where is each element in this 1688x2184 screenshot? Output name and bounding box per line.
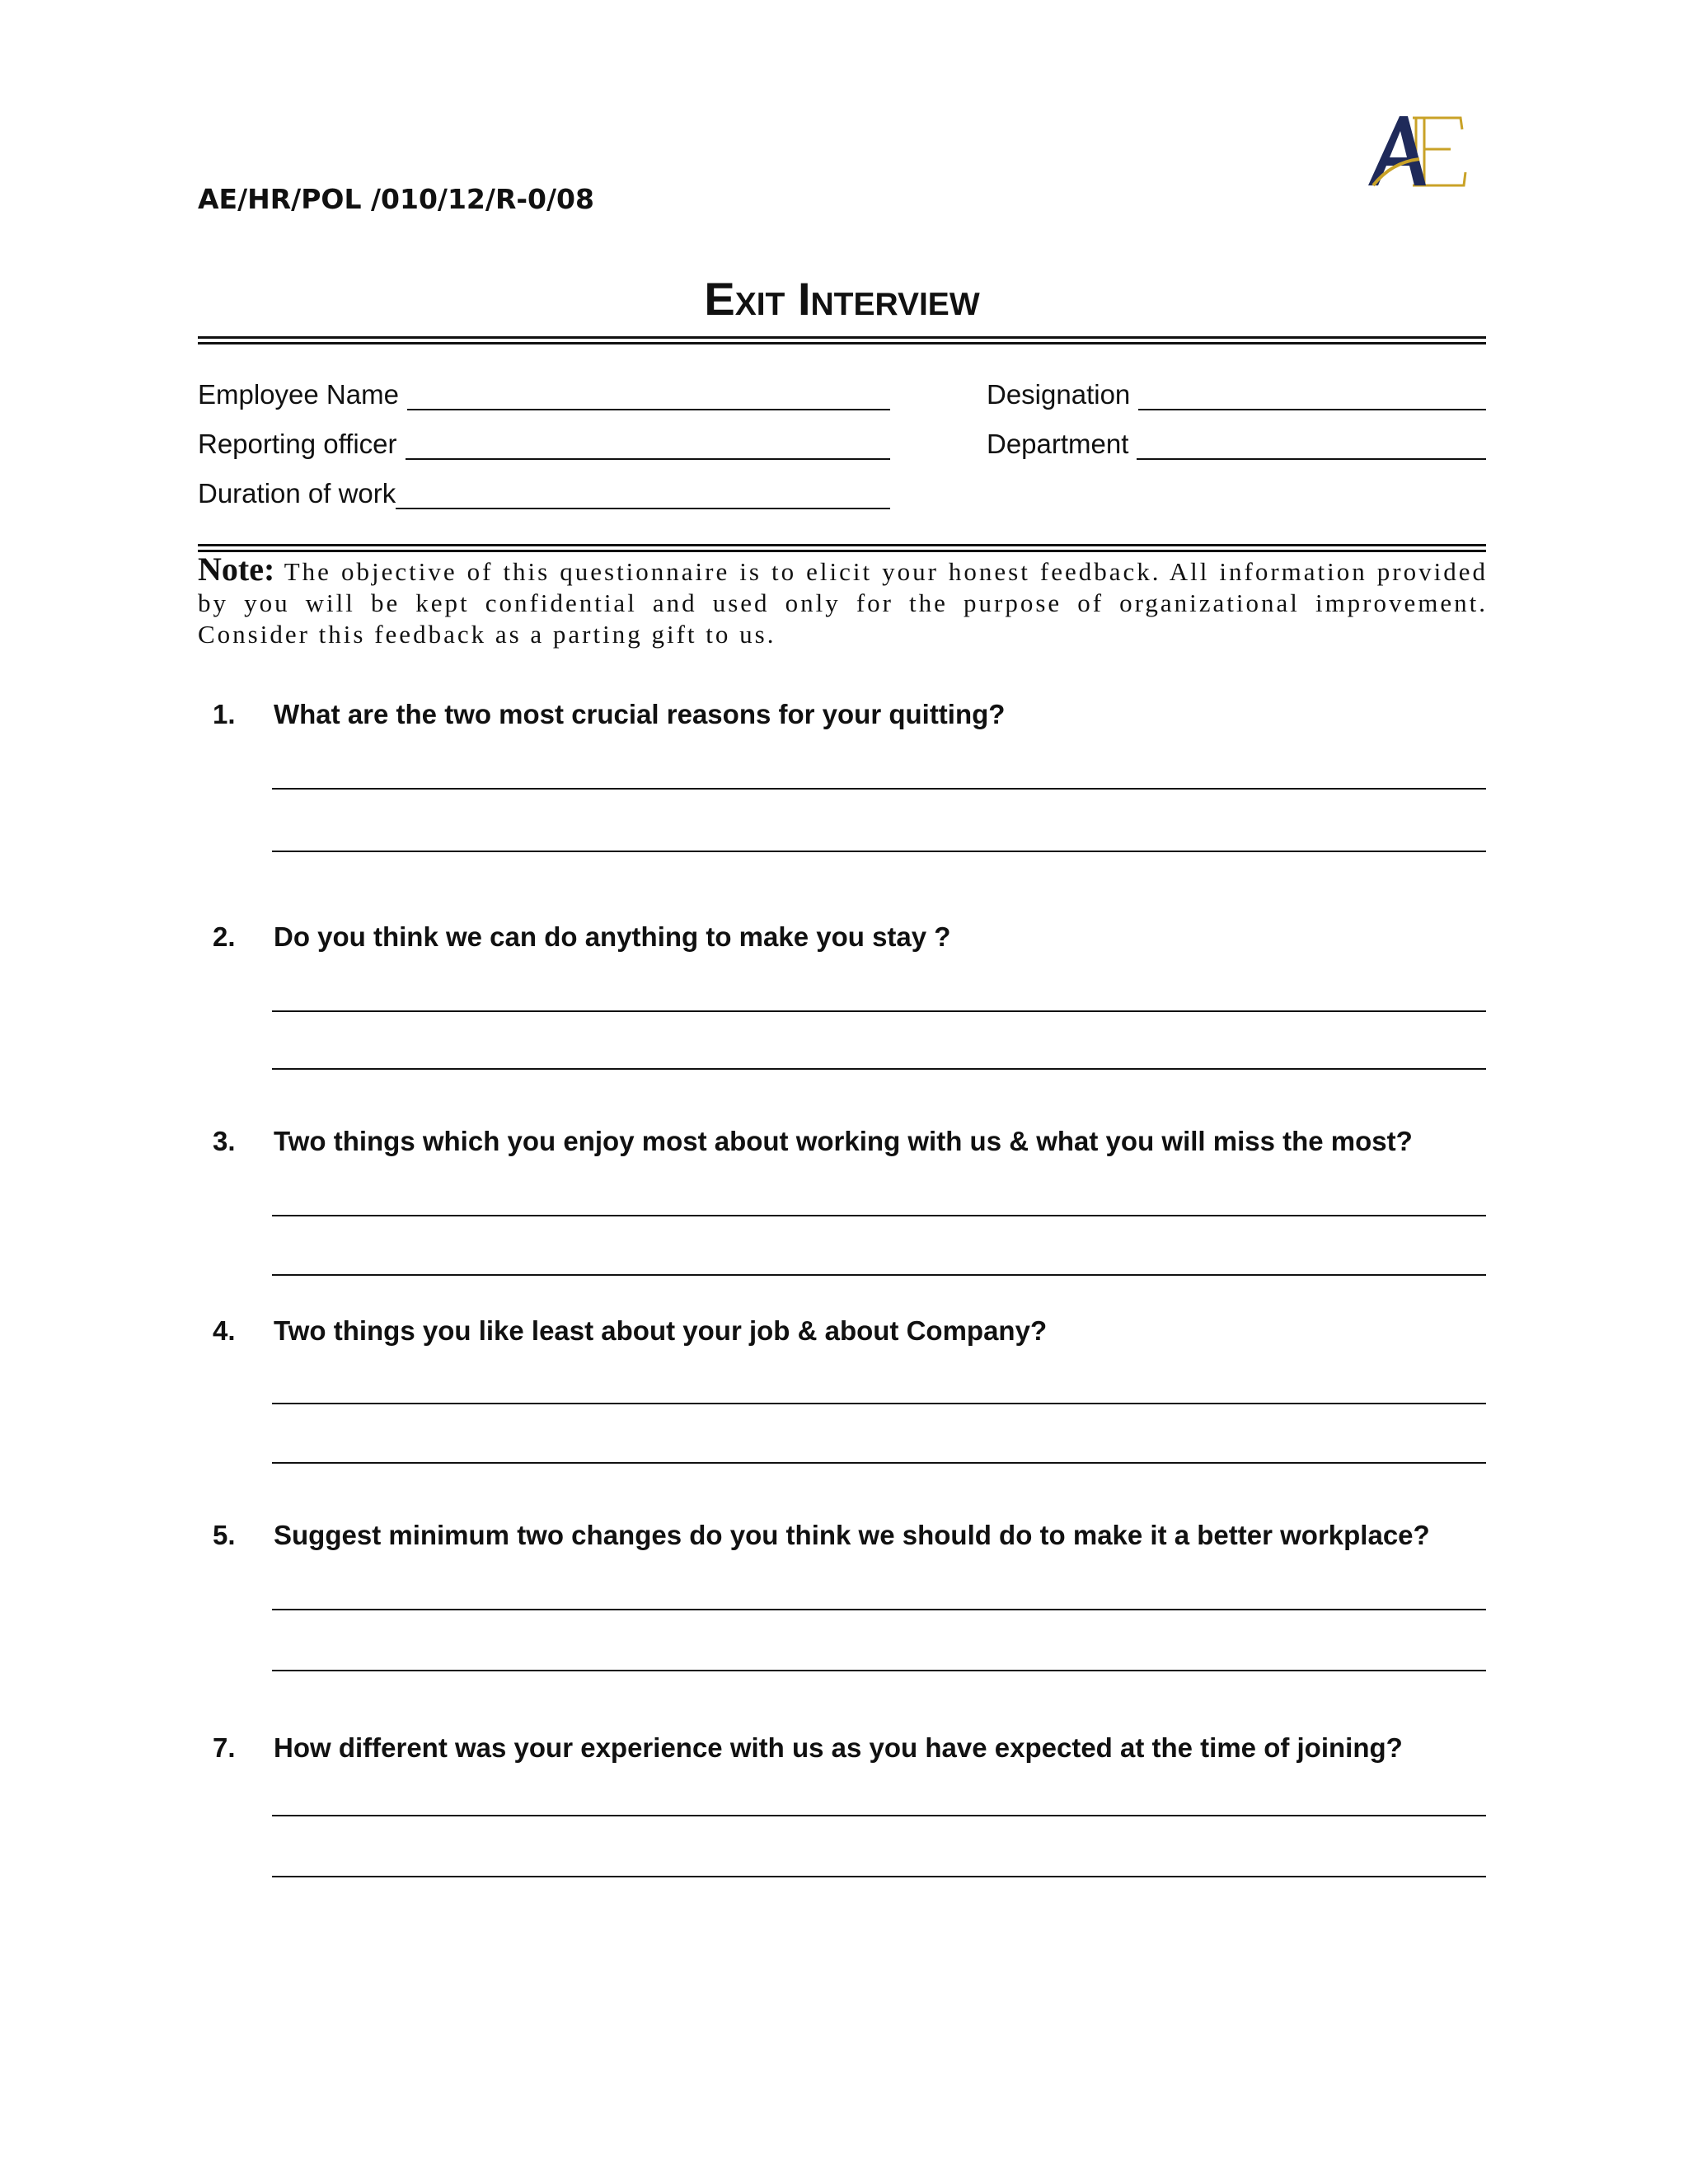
department-line[interactable] (1137, 430, 1486, 460)
page-title: Exit Interview (704, 273, 980, 325)
question-text: How different was your experience with us as you have expected at the time of joining? (274, 1732, 1403, 1763)
question-number: 2. (213, 921, 236, 952)
answer-line[interactable] (272, 851, 1486, 852)
answer-line[interactable] (272, 788, 1486, 790)
reporting-officer-field[interactable] (198, 425, 890, 460)
question-text: What are the two most crucial reasons for your quitting? (274, 699, 1006, 729)
question-text: Do you think we can do anything to make you stay ? (274, 921, 951, 952)
reporting-officer-label: Reporting officer (198, 429, 397, 459)
note-label: Note: (198, 551, 275, 588)
question-number: 5. (213, 1520, 236, 1550)
note-paragraph (198, 551, 1488, 650)
designation-label: Designation (987, 379, 1131, 410)
question-3 (213, 1126, 1486, 1157)
answer-line[interactable] (272, 1876, 1486, 1877)
note-divider (198, 544, 1486, 552)
title-divider (198, 336, 1486, 344)
company-logo (1362, 111, 1467, 194)
note-text: The objective of this questionnaire is to elicit your honest feedback. All information provided by you will be kept confidential and used only for the purpose of organizational improvement. Consider this feedback as a parting gift to us. (198, 557, 1488, 649)
answer-line[interactable] (272, 1010, 1486, 1012)
question-5 (213, 1520, 1486, 1551)
question-2 (213, 921, 1486, 953)
reporting-officer-line[interactable] (406, 430, 890, 460)
duration-of-work-label: Duration of work (198, 478, 396, 509)
designation-field[interactable] (987, 376, 1486, 410)
document-code: AE/HR/POL /010/12/R-0/08 (198, 183, 594, 215)
answer-line[interactable] (272, 1274, 1486, 1276)
answer-line[interactable] (272, 1815, 1486, 1816)
question-1 (213, 699, 1486, 730)
employee-name-line[interactable] (407, 381, 890, 410)
question-text: Two things you like least about your job & about Company? (274, 1315, 1048, 1346)
duration-of-work-line[interactable] (396, 480, 890, 509)
employee-name-field[interactable] (198, 376, 890, 410)
duration-of-work-field[interactable] (198, 475, 890, 509)
question-number: 7. (213, 1732, 236, 1763)
answer-line[interactable] (272, 1609, 1486, 1610)
question-text: Two things which you enjoy most about working with us & what you will miss the most? (274, 1126, 1413, 1156)
question-number: 3. (213, 1126, 236, 1156)
answer-line[interactable] (272, 1670, 1486, 1671)
question-4 (213, 1315, 1486, 1347)
department-field[interactable] (987, 425, 1486, 460)
department-label: Department (987, 429, 1129, 459)
question-number: 1. (213, 699, 236, 729)
question-7 (213, 1732, 1486, 1764)
answer-line[interactable] (272, 1215, 1486, 1216)
answer-line[interactable] (272, 1068, 1486, 1070)
question-number: 4. (213, 1315, 236, 1346)
answer-line[interactable] (272, 1462, 1486, 1464)
question-text: Suggest minimum two changes do you think we should do to make it a better workplace? (274, 1520, 1430, 1550)
employee-name-label: Employee Name (198, 379, 399, 410)
designation-line[interactable] (1138, 381, 1486, 410)
answer-line[interactable] (272, 1403, 1486, 1404)
